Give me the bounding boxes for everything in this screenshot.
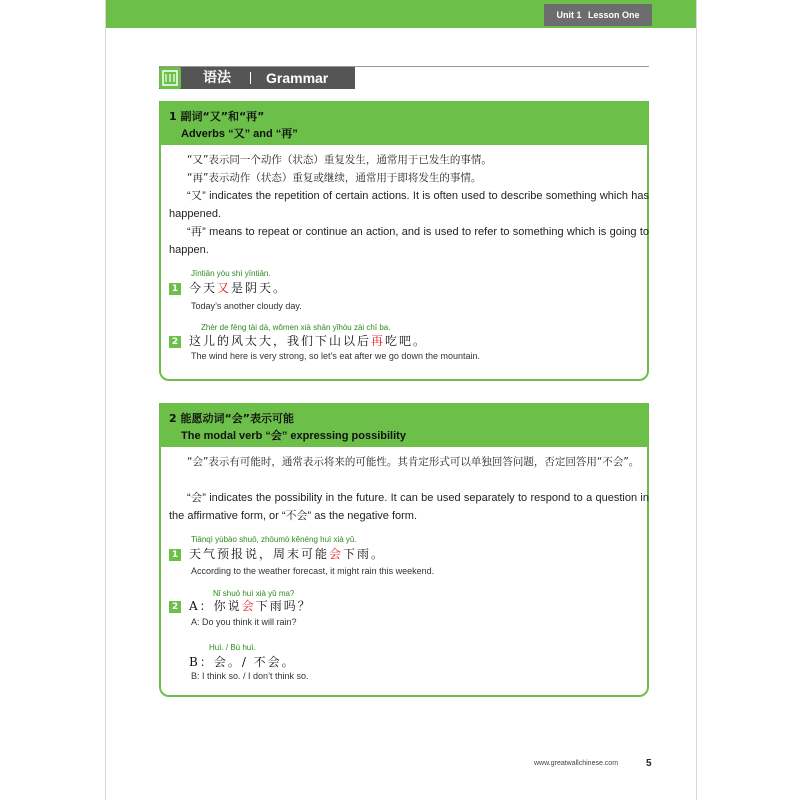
footer-url: www.greatwallchinese.com [534, 760, 619, 767]
explanation-cn-1: “会”表示有可能时，通常表示将来的可能性。其肯定形式可以单独回答问题，否定回答用“不会”。 [187, 456, 640, 468]
grammar-point-heading-cn: 1 副词“又”和“再” [169, 110, 265, 123]
example-hanzi: 今天又是阴天。 [189, 281, 288, 295]
grammar-point-heading-cn: 2 能愿动词“会”表示可能 [169, 412, 294, 425]
unit-label: Unit 1 [556, 10, 582, 20]
example-translation: A: Do you think it will rain? [191, 617, 297, 627]
explanation-en-2: “再” means to repeat or continue an action, and is used to refer to something which is going to happen. [169, 226, 649, 256]
example-number-badge: 1 [169, 549, 181, 561]
unit-lesson-tab [544, 4, 652, 26]
example-number-badge: 2 [169, 336, 181, 348]
example-translation: Today’s another cloudy day. [191, 301, 302, 311]
example-translation: The wind here is very strong, so let’s eat after we go down the mountain. [191, 351, 480, 361]
highlighted-word: 又 [217, 281, 232, 295]
example-pinyin: Jīntiān yòu shì yīntiān. [191, 269, 271, 278]
grammar-point-2 [159, 403, 649, 697]
grammar-point-header [161, 405, 647, 447]
grammar-point-heading-en: Adverbs “又” and “再” [181, 128, 298, 140]
section-title-en: Grammar [266, 70, 329, 86]
grammar-point-header [161, 103, 647, 145]
highlighted-word: 会 [329, 547, 344, 561]
example-number-badge: 2 [169, 601, 181, 613]
example-pinyin: Zhèr de fēng tài dà, wǒmen xià shān yǐhòu zài chī ba. [201, 323, 391, 332]
reply-hanzi: B：会。/ 不会。 [189, 655, 296, 669]
grammar-point-1 [159, 101, 649, 381]
example-hanzi: A：你说会下雨吗？ [189, 599, 312, 613]
highlighted-word: 会 [241, 599, 256, 613]
example-hanzi: 天气预报说，周末可能会下雨。 [189, 547, 386, 561]
top-accent-bar [106, 0, 696, 28]
grammar-section-header [159, 66, 649, 93]
lesson-label: Lesson One [588, 10, 640, 20]
textbook-page [105, 0, 697, 800]
explanation-cn-2: “再”表示动作（状态）重复或继续，通常用于即将发生的事情。 [187, 172, 482, 184]
title-divider [250, 72, 251, 84]
example-translation: According to the weather forecast, it might rain this weekend. [191, 566, 435, 576]
grammar-point-heading-en: The modal verb “会” expressing possibility [181, 430, 406, 442]
example-pinyin: Nǐ shuō huì xià yǔ ma? [213, 589, 295, 598]
example-hanzi: 这儿的风太大，我们下山以后再吃吧。 [189, 334, 428, 348]
highlighted-word: 再 [371, 334, 386, 348]
section-title-cn: 语法 [203, 70, 231, 86]
book-icon [159, 67, 181, 89]
explanation-en-1: “又” indicates the repetition of certain actions. It is often used to describe something which has happened. [169, 190, 649, 220]
reply-translation: B: I think so. / I don’t think so. [191, 671, 309, 681]
reply-pinyin: Huì. / Bú huì. [209, 643, 256, 652]
explanation-cn-1: “又”表示同一个动作（状态）重复发生，通常用于已发生的事情。 [187, 154, 492, 166]
page-number: 5 [646, 758, 652, 769]
explanation-en-1: “会” indicates the possibility in the future. It can be used separately to respond to a question in the affirmative form, or “不会” as the negative form. [169, 492, 649, 522]
example-pinyin: Tiānqì yùbào shuō, zhōumò kěnéng huì xià yǔ. [191, 535, 357, 544]
grammar-title-bar [159, 67, 355, 89]
example-number-badge: 1 [169, 283, 181, 295]
